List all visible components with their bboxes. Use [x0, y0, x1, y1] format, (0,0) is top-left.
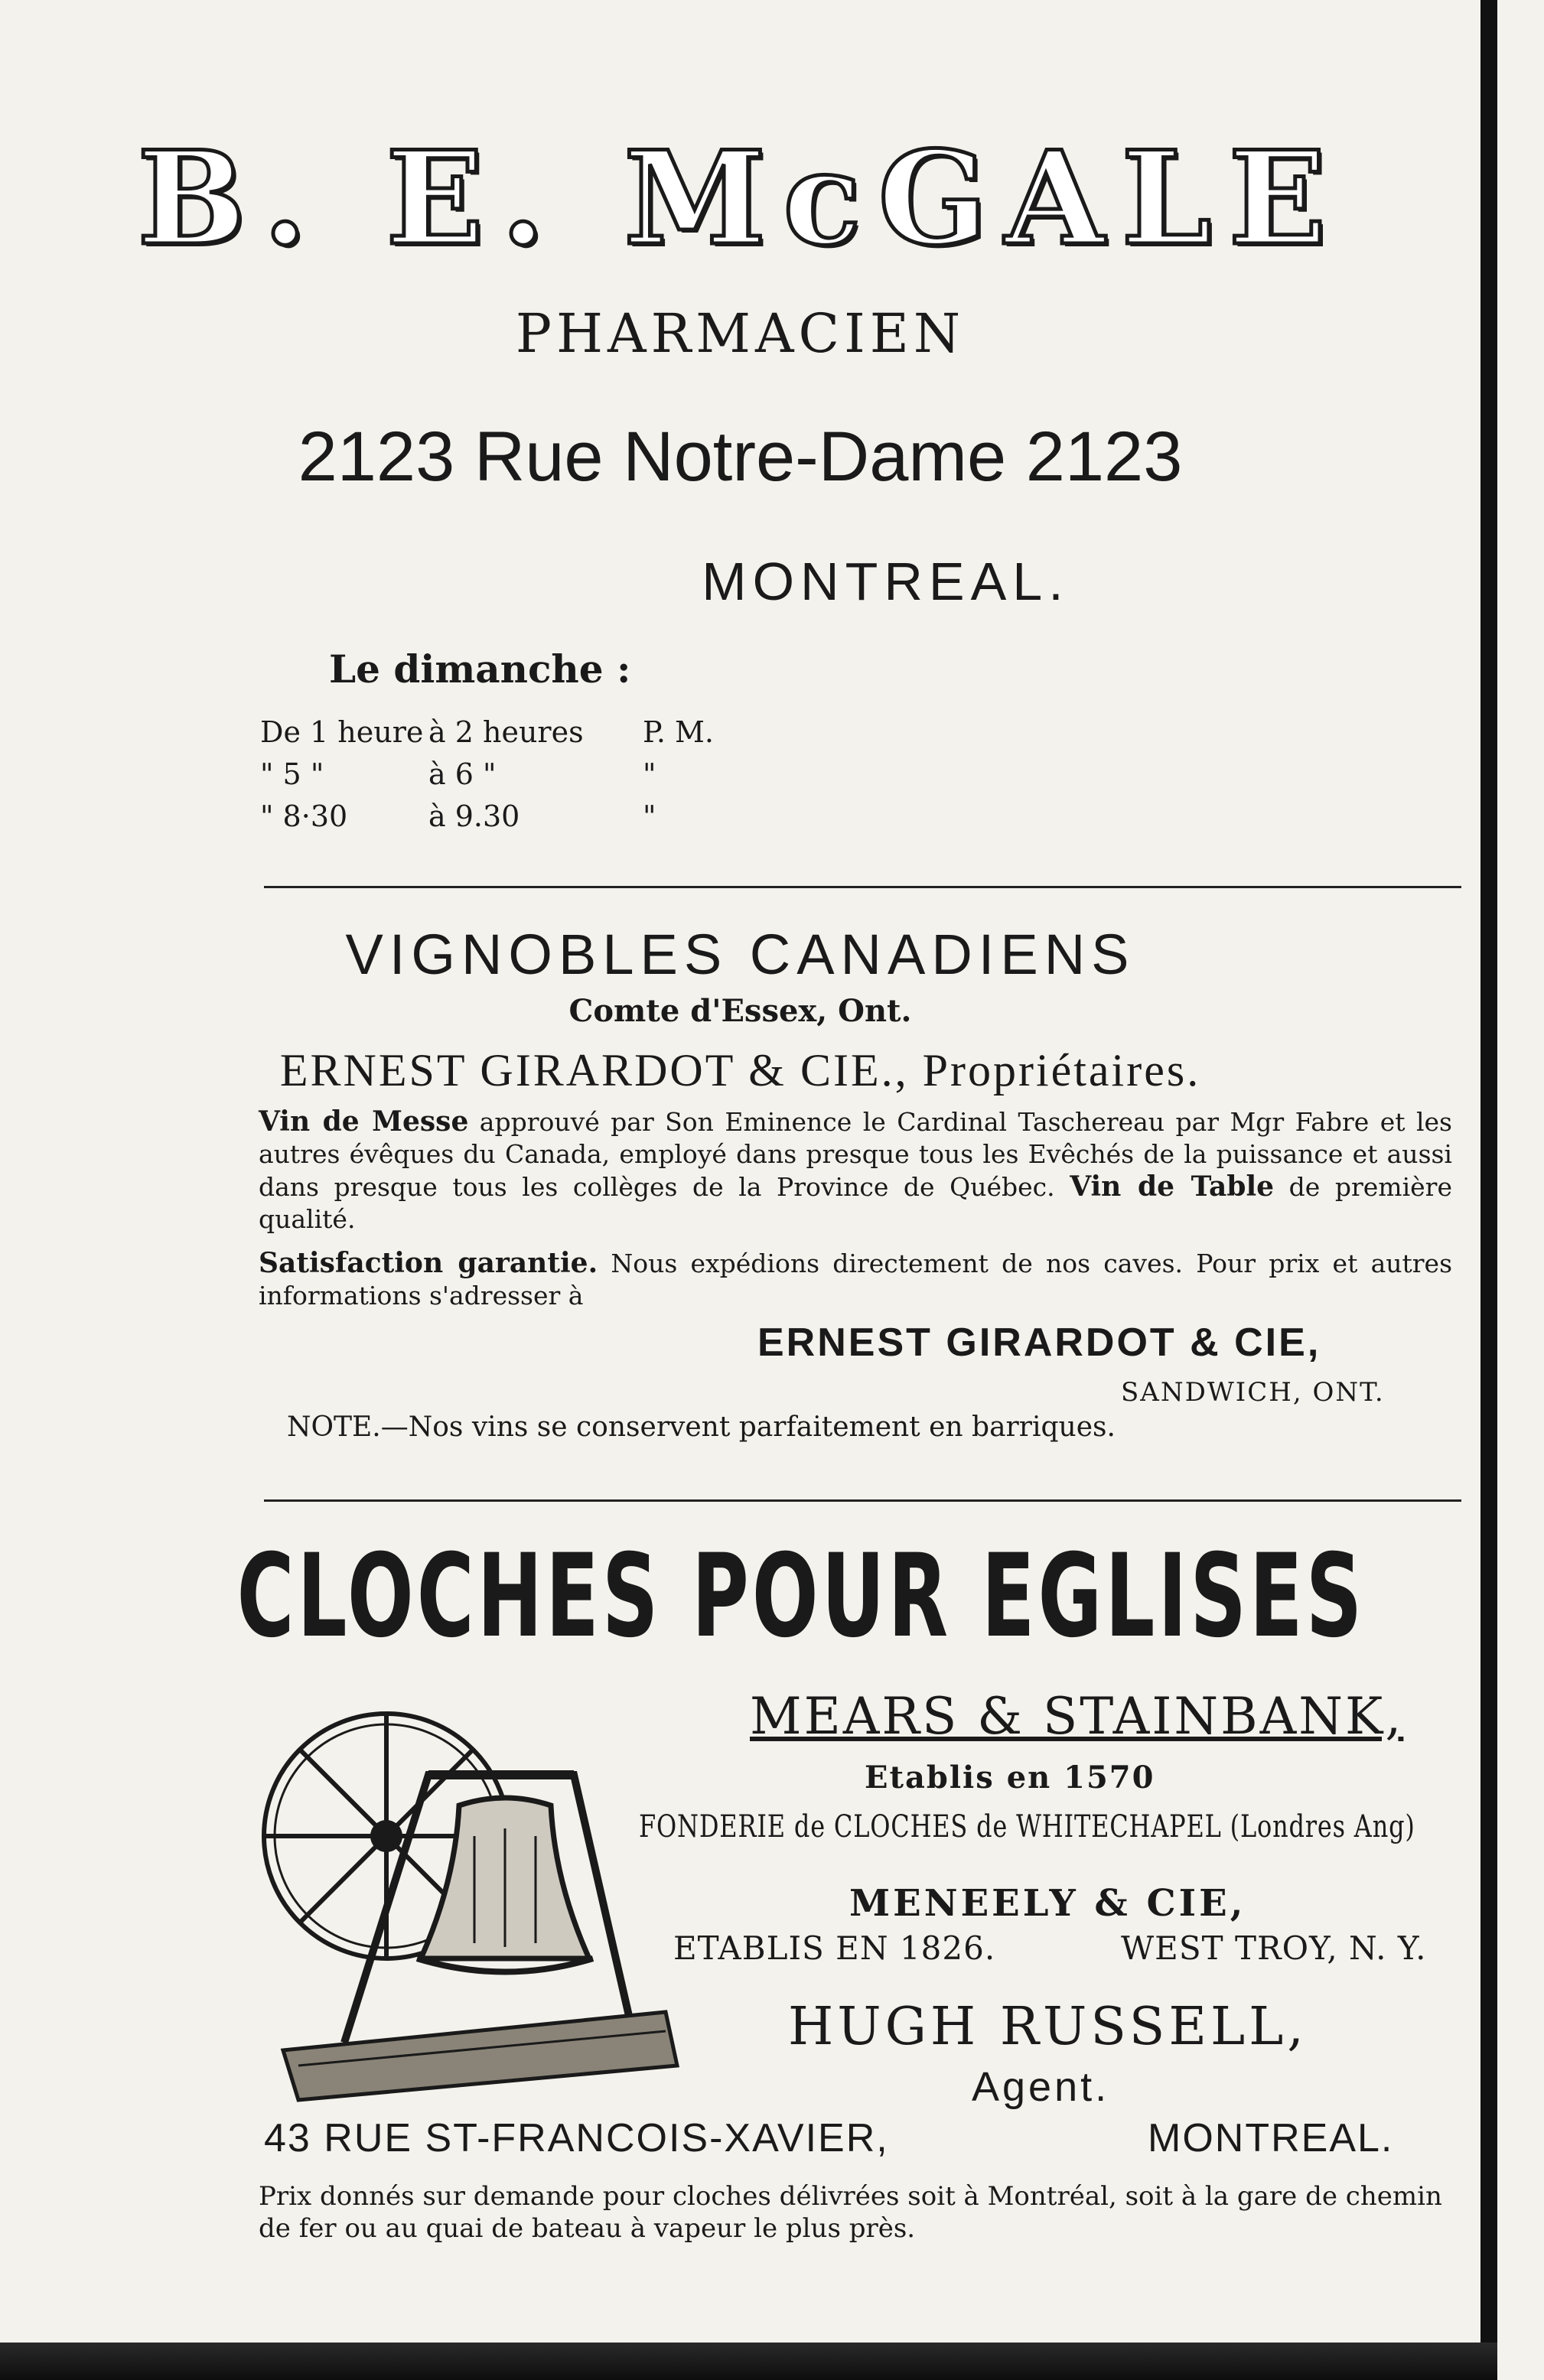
text-vin-de-table: de première qualité.	[259, 1172, 1452, 1234]
vignobles-owner: ERNEST GIRARDOT & CIE., Propriétaires.	[279, 1045, 1201, 1096]
section-divider	[264, 886, 1461, 888]
agent-name: HUGH RUSSELL,	[788, 1997, 1308, 2057]
whitechapel-foundry: FONDERIE de CLOCHES de WHITECHAPEL (Londres Ang)	[639, 1809, 1415, 1844]
hours-from: " 5 "	[260, 757, 324, 791]
text-vin-de-messe: approuvé par Son Eminence le Cardinal Taschereau par Mgr Fabre et les autres évêques du Canada, employé dans presque tous les Evêchés de la puissance et aussi dans presque tous les collèges de la Province de Québec.	[259, 1107, 1452, 1202]
mcgale-city: MONTREAL.	[702, 552, 1070, 611]
mears-stainbank: MEARS & STAINBANK,	[750, 1687, 1404, 1746]
agent-label: Agent.	[972, 2064, 1110, 2110]
meneely-company: MENEELY & CIE,	[849, 1882, 1246, 1925]
hours-from: " 8·30	[260, 799, 348, 833]
vignobles-description	[259, 1105, 1452, 1236]
mcgale-title: PHARMACIEN	[515, 302, 966, 365]
meneely-place: WEST TROY, N. Y.	[1121, 1929, 1427, 1967]
mears-established: Etablis en 1570	[865, 1760, 1155, 1796]
bell-illustration	[252, 1683, 681, 2111]
delivery-note: Prix donnés sur demande pour cloches délivrées soit à Montréal, soit à la gare de chemin de fer ou au quai de bateau à vapeur le plus près.	[259, 2181, 1442, 2244]
vignobles-note: NOTE.—Nos vins se conservent parfaitement en barriques.	[287, 1411, 1116, 1443]
vignobles-signature-place: SANDWICH, ONT.	[1121, 1377, 1385, 1408]
hours-to: à 9.30	[428, 799, 520, 833]
page-border-bottom	[0, 2343, 1497, 2380]
vignobles-ordering	[259, 1247, 1452, 1312]
lead-vin-de-table: Vin de Table	[1070, 1170, 1275, 1203]
mcgale-address: 2123 Rue Notre-Dame 2123	[298, 418, 1183, 496]
hours-to: à 6 "	[428, 757, 497, 791]
section-divider	[264, 1499, 1461, 1502]
vignobles-title: VIGNOBLES CANADIENS	[345, 923, 1135, 986]
hours-from: De 1 heure	[260, 715, 424, 749]
text-ordering: Nous expédions directement de nos caves. Pour prix et autres informations s'adresser à	[259, 1249, 1452, 1310]
lead-vin-de-messe: Vin de Messe	[259, 1105, 469, 1138]
vignobles-county: Comte d'Essex, Ont.	[568, 993, 912, 1029]
meneely-established: ETABLIS EN 1826.	[673, 1929, 996, 1967]
hours-unit: P. M.	[643, 715, 715, 749]
page-border-right	[1480, 0, 1497, 2380]
mcgale-name: B. E. McGALE	[137, 122, 1344, 274]
lead-satisfaction: Satisfaction garantie.	[259, 1247, 598, 1279]
hours-unit: "	[643, 757, 656, 791]
hours-to: à 2 heures	[428, 715, 584, 749]
vignobles-signature-name: ERNEST GIRARDOT & CIE,	[757, 1320, 1321, 1365]
agent-address: 43 RUE ST-FRANCOIS-XAVIER,	[264, 2116, 889, 2160]
cloches-title: CLOCHES POUR EGLISES	[236, 1530, 1366, 1663]
agent-city: MONTREAL.	[1148, 2116, 1394, 2160]
sunday-hours-title: Le dimanche :	[329, 646, 631, 692]
hours-unit: "	[643, 799, 656, 833]
